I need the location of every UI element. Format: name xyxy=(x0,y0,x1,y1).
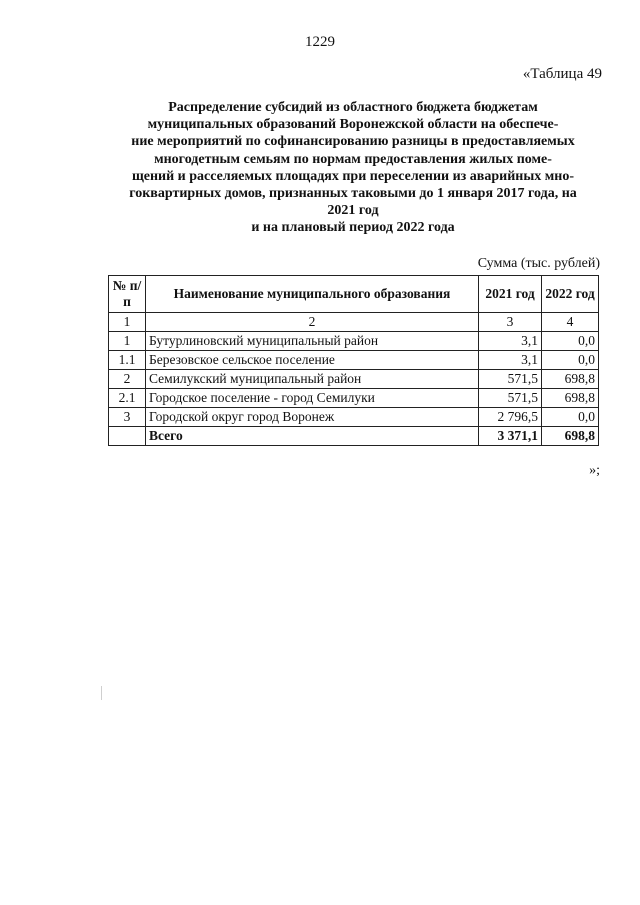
amount-2022: 0,0 xyxy=(542,332,599,351)
closing-quote: »; xyxy=(589,463,600,478)
amount-2022: 0,0 xyxy=(542,351,599,370)
title-line: щений и расселяемых площадях при переселении из аварийных мно- xyxy=(131,168,575,184)
total-2022: 698,8 xyxy=(542,427,599,446)
index-cell: 1 xyxy=(109,313,146,332)
amount-2022: 698,8 xyxy=(542,370,599,389)
page-number: 1229 xyxy=(305,34,335,50)
row-number: 1 xyxy=(109,332,146,351)
total-2021: 3 371,1 xyxy=(479,427,542,446)
amount-2021: 3,1 xyxy=(479,351,542,370)
total-row xyxy=(109,427,599,446)
table-row xyxy=(109,351,599,370)
title-line: ние мероприятий по софинансированию разницы в предоставляемых xyxy=(131,134,575,150)
units-label: Сумма (тыс. рублей) xyxy=(477,256,600,271)
row-number: 2.1 xyxy=(109,389,146,408)
scan-artifact xyxy=(101,686,102,700)
total-label: Всего xyxy=(146,427,479,446)
title-line: многодетным семьям по нормам предоставления жилых поме- xyxy=(154,151,552,167)
title-line: муниципальных образований Воронежской области на обеспече- xyxy=(147,117,559,133)
title-line: и на плановый период 2022 года xyxy=(251,220,455,236)
index-cell: 3 xyxy=(479,313,542,332)
table-row xyxy=(109,370,599,389)
municipality-name: Бутурлиновский муниципальный район xyxy=(146,332,479,351)
amount-2021: 2 796,5 xyxy=(479,408,542,427)
municipality-name: Семилукский муниципальный район xyxy=(146,370,479,389)
header-municipality: Наименование муниципального образования xyxy=(146,276,479,313)
row-number: 1.1 xyxy=(109,351,146,370)
row-number xyxy=(109,427,146,446)
index-cell: 2 xyxy=(146,313,479,332)
table-row xyxy=(109,332,599,351)
municipality-name: Городской округ город Воронеж xyxy=(146,408,479,427)
document-title xyxy=(108,99,598,237)
header-2021: 2021 год xyxy=(479,276,542,313)
amount-2022: 698,8 xyxy=(542,389,599,408)
municipality-name: Городское поселение - город Семилуки xyxy=(146,389,479,408)
header-number: № п/п xyxy=(109,276,146,313)
row-number: 3 xyxy=(109,408,146,427)
title-line: 2021 год xyxy=(327,203,379,219)
column-index-row xyxy=(109,313,599,332)
header-2022: 2022 год xyxy=(542,276,599,313)
row-number: 2 xyxy=(109,370,146,389)
subsidy-table xyxy=(108,275,599,446)
municipality-name: Березовское сельское поселение xyxy=(146,351,479,370)
table-header-row xyxy=(109,276,599,313)
title-line: Распределение субсидий из областного бюджета бюджетам xyxy=(168,100,538,115)
amount-2021: 571,5 xyxy=(479,389,542,408)
table-row xyxy=(109,408,599,427)
amount-2022: 0,0 xyxy=(542,408,599,427)
title-line: гоквартирных домов, признанных таковыми до 1 января 2017 года, на xyxy=(129,186,577,202)
table-row xyxy=(109,389,599,408)
amount-2021: 3,1 xyxy=(479,332,542,351)
amount-2021: 571,5 xyxy=(479,370,542,389)
table-label: «Таблица 49 xyxy=(522,66,602,82)
index-cell: 4 xyxy=(542,313,599,332)
